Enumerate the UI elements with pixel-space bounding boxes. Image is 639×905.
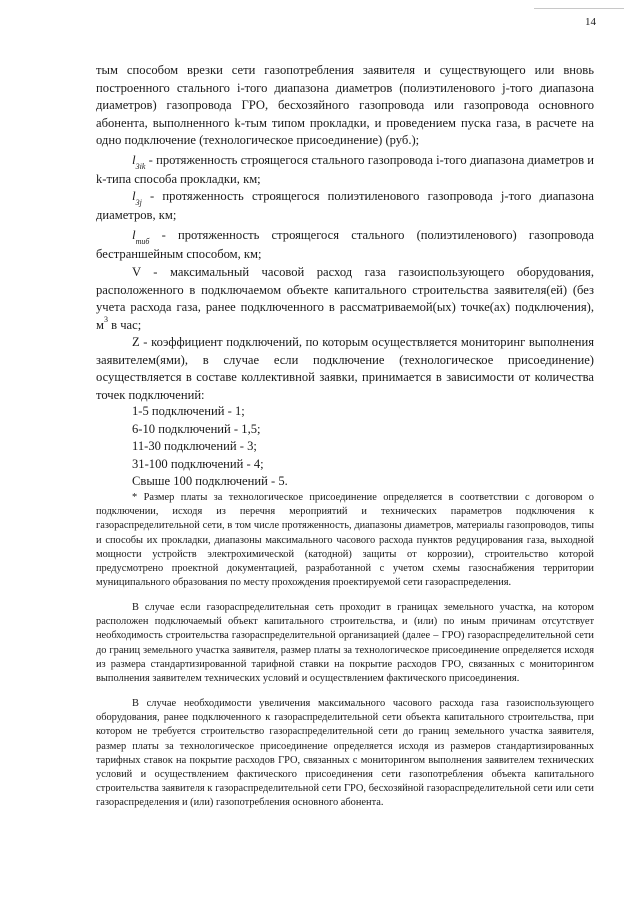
paragraph-intro: тым способом врезки сети газопотребления заявителя и существующего или вновь построенного стального i-того диапазона диаметров (полиэтиленового j-того диапазона диаметров) газопровода ГРО, бесхозяйного газопровода или газопровода основного абонента, выполненного k-тым типом прокладки, и проведением пуска газа, в расчете на одно подключение (технологическое присоединение) (руб.); bbox=[96, 63, 594, 148]
symbol-l: l bbox=[132, 188, 136, 203]
symbol-subscript: 3j bbox=[135, 198, 142, 207]
definition-l3j bbox=[96, 187, 594, 224]
list-item: 31-100 подключений - 4; bbox=[132, 456, 264, 471]
symbol-l: l bbox=[132, 152, 136, 167]
definition-text: - протяженность строящегося полиэтиленового газопровода j-того диапазона диаметров, км; bbox=[96, 189, 594, 222]
definition-l3ik bbox=[96, 151, 594, 188]
list-item: 6-10 подключений - 1,5; bbox=[132, 421, 261, 436]
definition-text: - протяженность строящегося стального (полиэтиленового) газопровода бестраншейным способом, км; bbox=[96, 228, 594, 261]
unit-superscript: 3 bbox=[103, 314, 108, 324]
list-item: 1-5 подключений - 1; bbox=[132, 404, 245, 418]
list-item: Свыше 100 подключений - 5. bbox=[132, 474, 288, 489]
page-number: 14 bbox=[585, 16, 596, 28]
symbol-l: l bbox=[132, 227, 136, 242]
list-item: 11-30 подключений - 3; bbox=[132, 439, 257, 454]
definition-z: Z - коэффициент подключений, по которым осуществляется мониторинг выполнения заявителем(ями), в случае если подключение (технологическое присоединение) осуществляется в составе коллективной заявки, принимается в зависимости от количества точек подключений: bbox=[96, 335, 594, 402]
footnote-1: * Размер платы за технологическое присоединение определяется в соответствии с договором о подключении, исходя из перечня мероприятий и технических параметров подключения к газораспределительной сети, в том числе протяженность, диапазоны диаметров, материалы газопроводов, типы и способы их прокладки, диапазоны максимального часового расхода пунктов редуцирования газа, выходной мощности устройств электрохимической (катодной) защиты от коррозии), строительство которой предусмотрено проектной документацией, разработанной с учетом схемы газоснабжения территории муниципального образования по месту прохождения проектируемой сети газораспределения. bbox=[96, 492, 594, 589]
unit-tail: в час; bbox=[107, 317, 142, 332]
definition-v bbox=[96, 264, 594, 335]
header-rule bbox=[534, 8, 624, 9]
symbol-subscript: тиб bbox=[135, 237, 150, 246]
definition-ltib bbox=[96, 226, 594, 263]
symbol-subscript: 3ik bbox=[135, 162, 146, 171]
footnote-3: В случае необходимости увеличения максимального часового расхода газа газоиспользующего оборудования, ранее подключенного к газораспределительной сети объекта капитального строительства, при котором не требуется строительство газораспределительной сети до границ земельного участка заявителя, размер платы за технологическое присоединение определяется исходя из размеров стандартизированных тарифных ставок на покрытие расходов ГРО, связанных с мониторингом выполнения заявителем технических условий и осуществлением фактического присоединения сети газопотребления объекта капитального строительства заявителя к газораспределительной сети ГРО, бесхозяйной газораспределительной сети или сети газораспределения и (или) газопотребления основного абонента. bbox=[96, 698, 594, 809]
definition-text: V - максимальный часовой расход газа газоиспользующего оборудования, расположенного в подключаемом объекте капитального строительства заявителя(ей) (без учета расхода газа, ранее подключенного в рассматриваемой(ых) точке(ах) подключения), bbox=[96, 265, 594, 315]
z-coefficient-list bbox=[132, 403, 288, 491]
definition-text: - протяженность строящегося стального газопровода i-того диапазона диаметров и k-типа способа прокладки, км; bbox=[96, 153, 594, 186]
unit-text: м bbox=[96, 317, 104, 332]
footnote-2: В случае если газораспределительная сеть проходит в границах земельного участка, на котором расположен подключаемый объект капитального строительства, и (или) по иным причинам отсутствует необходимость строительства газораспределительной организацией (далее – ГРО) газораспределительной сети до границ земельного участка заявителя, размер платы за технологическое присоединение определяется исходя из размера стандартизированной тарифной ставки на покрытие расходов ГРО, связанных с мониторингом выполнения заявителем технических условий и осуществлением фактического присоединения. bbox=[96, 602, 594, 685]
